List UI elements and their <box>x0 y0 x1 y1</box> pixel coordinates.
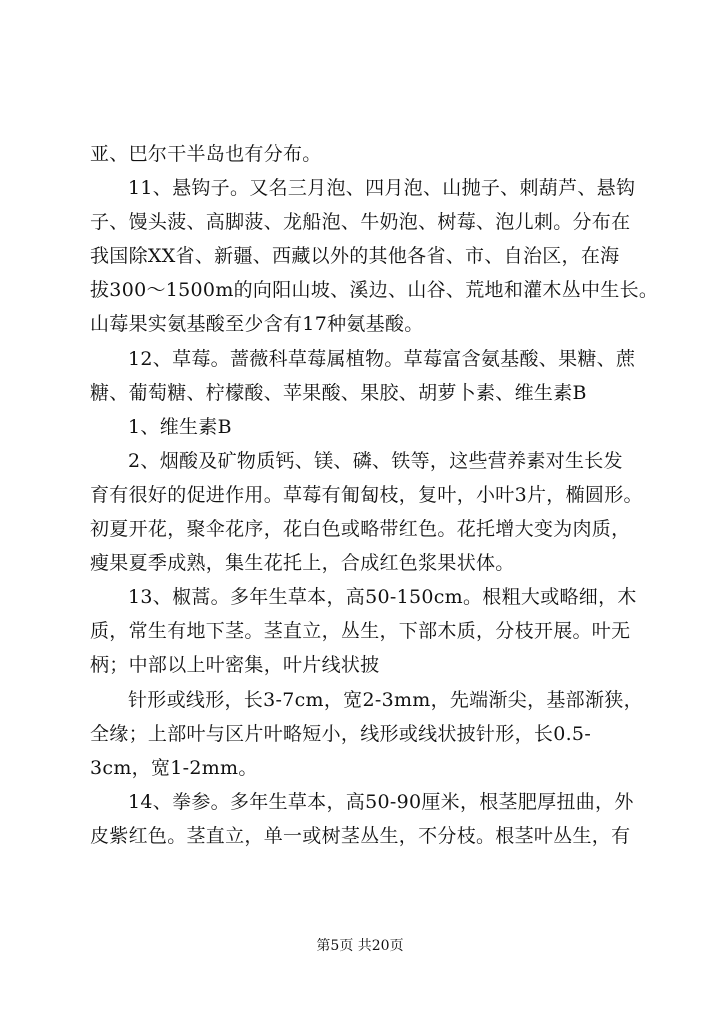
text-line-3: 子、馒头菠、高脚菠、龙船泡、牛奶泡、树莓、泡儿刺。分布在 <box>90 211 631 234</box>
text-line-17: 针形或线形，长3-7cm，宽2-3mm，先端渐尖，基部渐狭， <box>128 688 643 711</box>
text-line-12: 初夏开花，聚伞花序，花白色或略带红色。花托增大变为肉质， <box>90 518 631 541</box>
text-line-8: 糖、葡萄糖、柠檬酸、苹果酸、果胶、胡萝卜素、维生素B <box>90 381 587 404</box>
text-line-2: 11、悬钩子。又名三月泡、四月泡、山抛子、刺葫芦、悬钩 <box>128 177 636 200</box>
text-line-13: 瘦果夏季成熟，集生花托上，合成红色浆果状体。 <box>90 552 515 575</box>
text-line-15: 质，常生有地下茎。茎直立，丛生，下部木质，分枝开展。叶无 <box>90 620 631 643</box>
text-line-18: 全缘；上部叶与区片叶略短小，线形或线状披针形，长0.5- <box>90 722 592 745</box>
text-line-1: 亚、巴尔干半岛也有分布。 <box>90 143 322 165</box>
body-text <box>90 137 659 853</box>
text-line-10: 2、烟酸及矿物质钙、镁、磷、铁等，这些营养素对生长发 <box>128 449 623 472</box>
text-line-19: 3cm，宽1-2mm。 <box>90 756 258 779</box>
text-line-6: 山莓果实氨基酸至少含有17种氨基酸。 <box>90 313 424 336</box>
text-line-20: 14、拳参。多年生草本，高50-90厘米，根茎肥厚扭曲，外 <box>128 790 634 813</box>
text-line-4: 我国除XX省、新疆、西藏以外的其他各省、市、自治区，在海 <box>90 245 620 268</box>
text-line-5: 拔300～1500m的向阳山坡、溪边、山谷、荒地和灌木丛中生长。 <box>90 279 659 302</box>
text-line-7: 12、草莓。蔷薇科草莓属植物。草莓富含氨基酸、果糖、蔗 <box>128 347 636 370</box>
text-line-9: 1、维生素B <box>128 415 232 438</box>
text-line-21: 皮紫红色。茎直立，单一或树茎丛生，不分枝。根茎叶丛生，有 <box>90 824 631 847</box>
text-line-14: 13、椒蒿。多年生草本，高50-150cm。根粗大或略细，木 <box>128 586 637 609</box>
text-line-16: 柄；中部以上叶密集，叶片线状披 <box>90 654 380 677</box>
text-line-11: 育有很好的促进作用。草莓有匍匐枝，复叶，小叶3片，椭圆形。 <box>90 483 643 506</box>
page-footer: 第5页 共20页 <box>316 938 404 954</box>
